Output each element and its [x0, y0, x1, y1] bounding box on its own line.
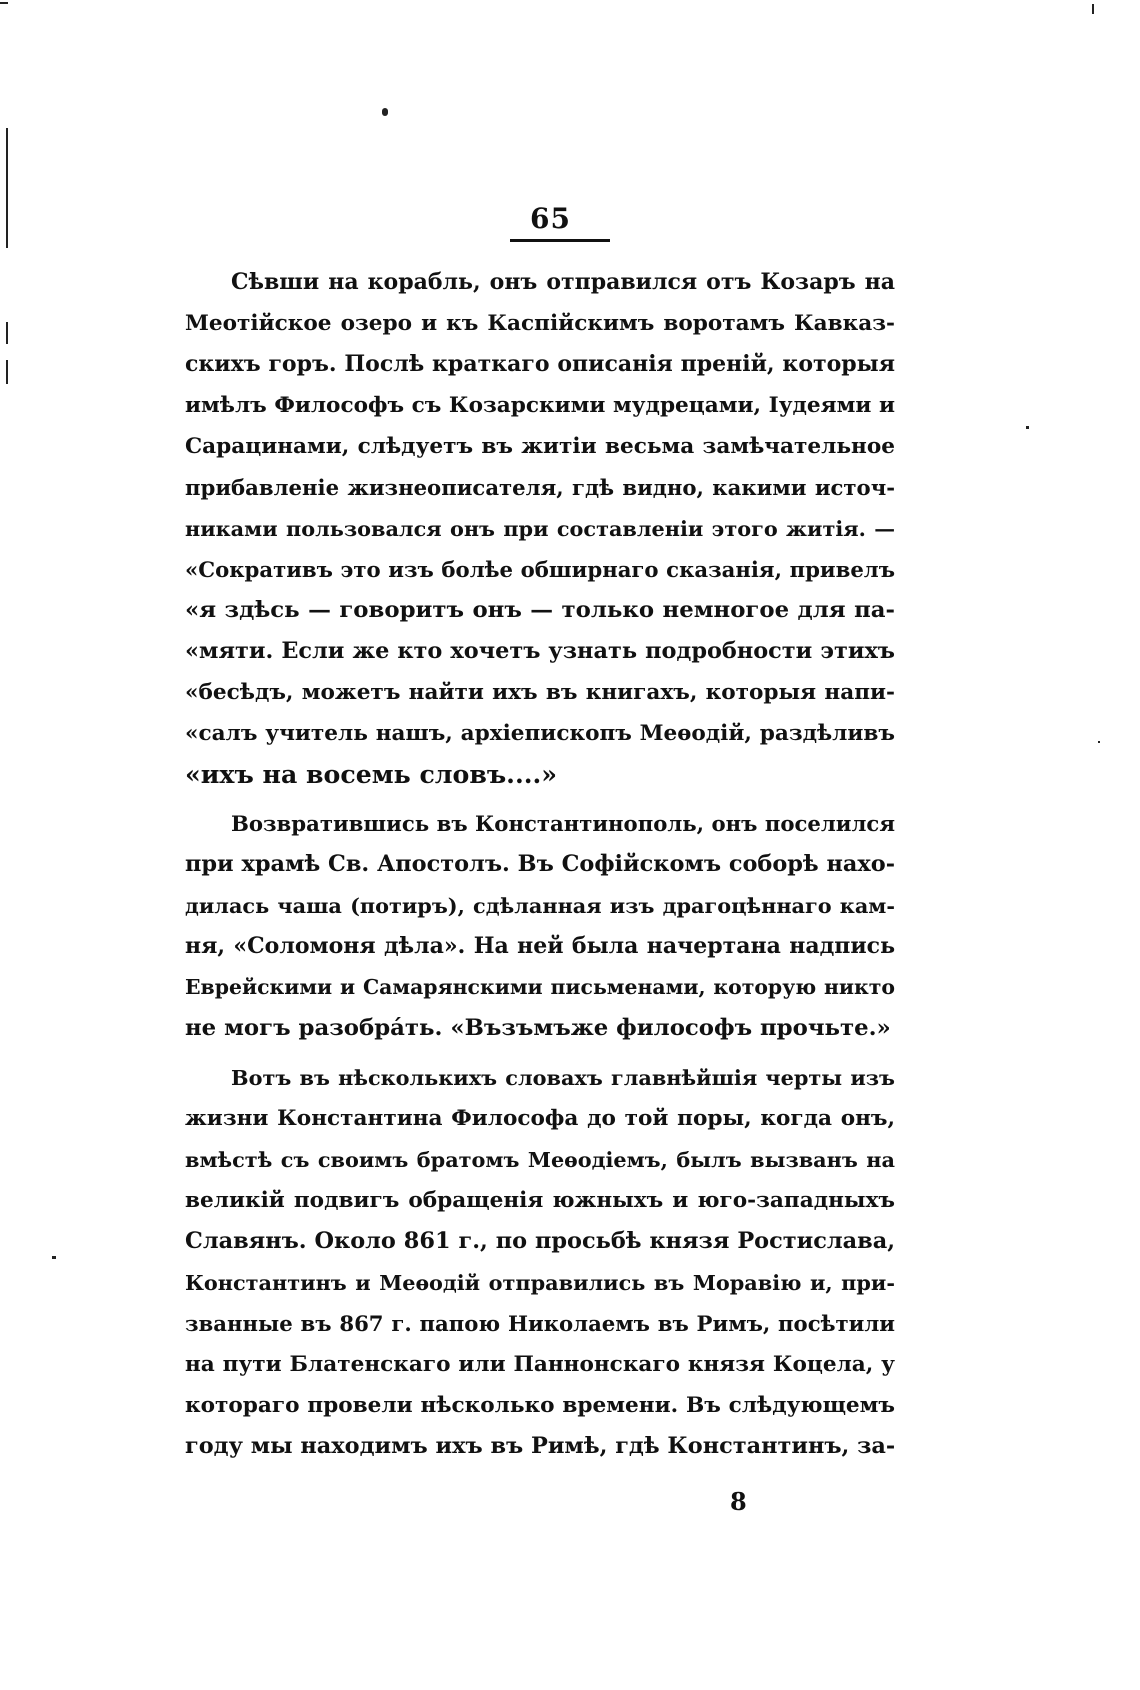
- scan-dot: [52, 1256, 56, 1259]
- body-text: [185, 262, 895, 1467]
- scan-dot: [382, 108, 388, 116]
- text-line: «салъ учитель нашъ, архіепископъ Меѳодій, раздѣливъ: [185, 721, 895, 746]
- scan-dot: [1092, 4, 1094, 14]
- text-line: дилась чаша (потиръ), сдѣланная изъ драгоцѣннаго кам-: [185, 893, 895, 918]
- page-number-rule: [510, 239, 610, 242]
- text-line: Константинъ и Меѳодій отправились въ Моравію и, при-: [185, 1270, 895, 1295]
- scan-edge-mark: [0, 2, 8, 4]
- text-line: не могъ разобрáть. «Възъмъже философъ прочьте.»: [185, 1015, 891, 1041]
- text-line: «Сокративъ это изъ болѣе обширнаго сказанія, привелъ: [185, 557, 895, 582]
- text-line: Еврейскими и Самарянскими письменами, которую никто: [185, 975, 895, 999]
- paragraph: [185, 1057, 895, 1467]
- text-line: «мяти. Если же кто хочетъ узнать подробности этихъ: [185, 638, 895, 664]
- text-line: «бесѣдъ, можетъ найти ихъ въ книгахъ, которыя напи-: [185, 680, 895, 705]
- scan-edge-mark: [6, 322, 8, 344]
- text-line: году мы находимъ ихъ въ Римѣ, гдѣ Константинъ, за-: [185, 1433, 896, 1459]
- text-line: котораго провели нѣсколько времени. Въ слѣдующемъ: [185, 1393, 895, 1418]
- text-line: никами пользовался онъ при составленіи этого житія. —: [185, 516, 895, 541]
- signature-mark: 8: [730, 1487, 747, 1516]
- text-line: вмѣстѣ съ своимъ братомъ Меѳодіемъ, былъ вызванъ на: [185, 1147, 895, 1172]
- text-line: жизни Константина Философа до той поры, когда онъ,: [185, 1106, 895, 1131]
- text-line: Меотійское озеро и къ Каспійскимъ воротамъ Кавказ-: [185, 311, 895, 336]
- text-line: великій подвигъ обращенія южныхъ и юго-западныхъ: [185, 1188, 895, 1213]
- text-line: имѣлъ Философъ съ Козарскими мудрецами, Іудеями и: [185, 393, 895, 418]
- scan-dot: [1026, 426, 1029, 429]
- text-line: ня, «Соломоня дѣла». На ней была начертана надпись: [185, 933, 895, 959]
- scan-edge-mark: [6, 360, 8, 384]
- text-line: званные въ 867 г. папою Николаемъ въ Римъ, посѣтили: [185, 1311, 895, 1336]
- text-line: Сѣвши на корабль, онъ отправился отъ Козаръ на: [231, 269, 895, 295]
- text-line: Вотъ въ нѣсколькихъ словахъ главнѣйшія черты изъ: [231, 1065, 895, 1090]
- text-line: Возвратившись въ Константинополь, онъ поселился: [231, 811, 895, 836]
- text-line: скихъ горъ. Послѣ краткаго описанія преній, которыя: [185, 351, 895, 377]
- scan-dot: [1098, 741, 1100, 743]
- scan-edge-mark: [6, 128, 8, 248]
- paragraph: [185, 262, 895, 795]
- text-line: Сарацинами, слѣдуетъ въ житіи весьма замѣчательное: [185, 434, 895, 459]
- text-line: прибавленіе жизнеописателя, гдѣ видно, какими источ-: [185, 475, 895, 500]
- text-line: «ихъ на восемь словъ....»: [185, 759, 557, 789]
- text-line: при храмѣ Св. Апостолъ. Въ Софійскомъ соборѣ нахо-: [185, 851, 895, 877]
- text-line: «я здѣсь — говоритъ онъ — только немногое для па-: [185, 597, 895, 623]
- text-line: на пути Блатенскаго или Паннонскаго князя Коцела, у: [185, 1352, 895, 1377]
- text-line: Славянъ. Около 861 г., по просьбѣ князя Ростислава,: [185, 1228, 895, 1254]
- paragraph: [185, 803, 895, 1049]
- page-number: 65: [530, 202, 571, 235]
